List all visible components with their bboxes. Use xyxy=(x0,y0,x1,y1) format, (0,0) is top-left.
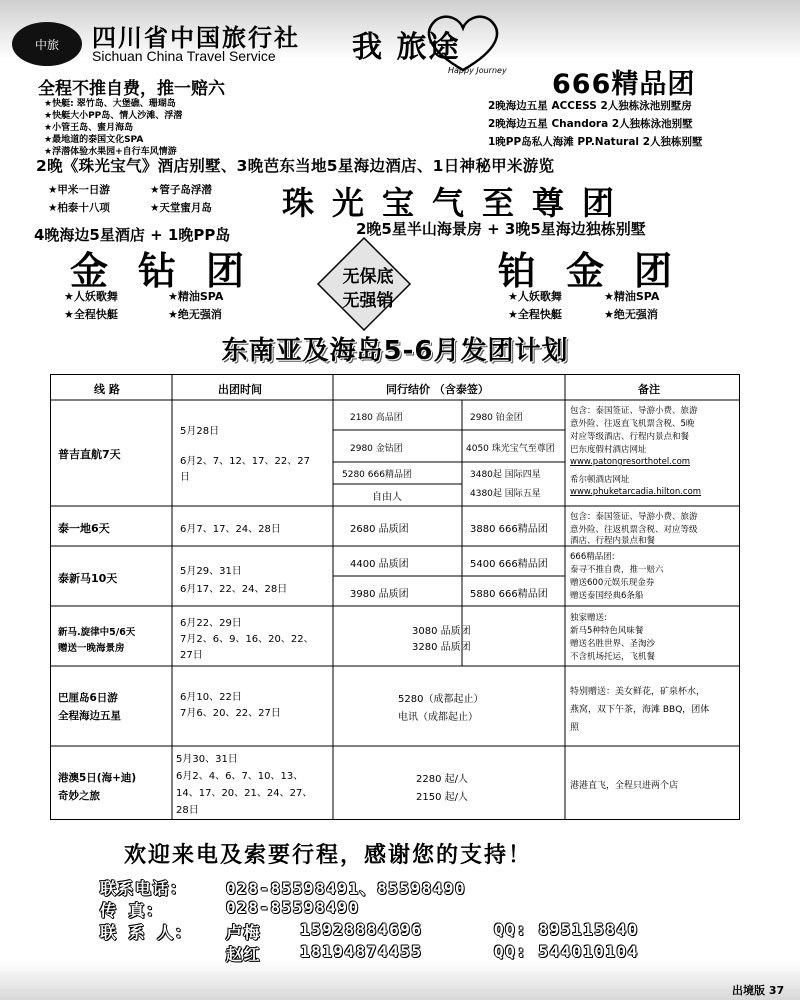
company-logo xyxy=(12,22,82,66)
price-cell: 3880 666精品团 xyxy=(470,524,548,535)
fax-label: 传 真： xyxy=(100,901,164,920)
note-cell: 意外险、往返直飞机票含税、5晚 xyxy=(570,419,695,429)
promo-headline: 全程不推自费，推一赔六 xyxy=(38,79,225,99)
schedule-banner: 东南亚及海岛5-6月发团计划 xyxy=(221,336,569,366)
route-cell: 奇妙之旅 xyxy=(58,790,100,802)
note-cell: 港港直飞，全程只进两个店 xyxy=(570,781,679,791)
pearl-feature: ★天堂蜜月岛 xyxy=(150,202,212,214)
note-cell: 包含：泰国签证、导游小费、旅游 xyxy=(570,406,698,416)
brand-logo: 我 旅途 xyxy=(352,30,461,65)
price-cell: 3980 品质团 xyxy=(350,589,409,600)
route-cell: 港澳5日(海+迪) xyxy=(58,772,137,784)
contact-qq: QQ: 544010104 xyxy=(494,942,639,961)
promo-item: ★小管王岛、蜜月海岛 xyxy=(44,123,134,133)
note-cell: 泰寻不推自费，推一赔六 xyxy=(570,565,664,575)
pearl-feature: ★柏泰十八项 xyxy=(48,202,110,214)
route-cell: 新马.旋律中5/6天 xyxy=(58,627,136,638)
date-cell: 6月22、29日 xyxy=(180,618,242,629)
contact-qq: QQ: 895115840 xyxy=(494,920,639,939)
date-cell: 6月2、4、6、7、10、13、 xyxy=(176,771,304,782)
note-cell: 意外险、往返机票含税、对应等级 xyxy=(570,525,698,535)
price-cell: 4380起 国际五星 xyxy=(470,489,541,499)
note-cell: 赠送名胜世界、圣淘沙 xyxy=(570,639,656,649)
pearl-feature: ★甲米一日游 xyxy=(48,184,110,196)
note-cell: 对应等级酒店、行程内景点和餐 xyxy=(570,432,690,442)
note-cell: 包含：泰国签证、导游小费、旅游 xyxy=(570,512,698,522)
note-cell: 666精品团: xyxy=(570,552,615,562)
price-cell: 2150 起/人 xyxy=(416,792,468,803)
date-cell: 6月2、7、12、17、22、27 xyxy=(180,456,310,467)
gold-feature: ★精油SPA xyxy=(168,290,224,303)
gold-tour-title: 金钻团 xyxy=(70,249,275,293)
note-cell: 赠送600元娱乐现金券 xyxy=(570,578,655,588)
price-cell: 2180 高品团 xyxy=(350,413,403,423)
pearl-tour-title: 珠光宝气至尊团 xyxy=(282,184,633,222)
tour-666-line: 2晚海边五星 ACCESS 2人独栋泳池别墅房 xyxy=(488,100,692,112)
col-header-route: 线 路 xyxy=(94,383,120,396)
note-cell: 酒店、行程内景点和餐 xyxy=(570,536,656,546)
date-cell: 7月6、20、22、27日 xyxy=(180,708,281,719)
date-cell: 6月7、17、24、28日 xyxy=(180,524,281,535)
note-cell: 赠送泰国经典6条船 xyxy=(570,591,644,601)
badge-line: 无强销 xyxy=(342,291,394,311)
note-cell: 燕窝，双下午茶，海滩 BBQ，团体 xyxy=(570,705,710,715)
platinum-feature: ★精油SPA xyxy=(604,290,660,303)
badge-line: 无保底 xyxy=(342,267,394,287)
platinum-tour-title: 铂金团 xyxy=(498,249,703,293)
route-cell: 普吉直航7天 xyxy=(58,448,121,461)
platinum-feature: ★绝无强消 xyxy=(604,308,658,321)
promo-item: ★最地道的泰国文化SPA xyxy=(44,135,144,145)
tour-666-title: 666精品团 xyxy=(552,69,696,100)
promo-item: ★快艇: 翠竹岛、大堡礁、珊瑚岛 xyxy=(44,99,176,109)
price-cell: 4050 珠光宝气至尊团 xyxy=(466,444,555,454)
phone-label: 联系电话： xyxy=(100,879,188,898)
price-cell: 5880 666精品团 xyxy=(470,589,548,600)
tour-666-line: 1晚PP岛私人海滩 PP.Natural 2人独栋别墅 xyxy=(488,136,703,148)
platinum-feature: ★全程快艇 xyxy=(508,308,562,321)
date-cell: 日 xyxy=(180,472,190,483)
schedule-table xyxy=(50,374,740,820)
price-cell: 4400 品质团 xyxy=(350,559,409,570)
welcome-message: 欢迎来电及索要行程，感谢您的支持！ xyxy=(124,843,533,868)
price-cell: 2980 铂金团 xyxy=(470,413,523,423)
date-cell: 6月10、22日 xyxy=(180,692,242,703)
note-cell: 特别赠送：美女鲜花，矿泉杯水， xyxy=(570,687,706,697)
gold-feature: ★全程快艇 xyxy=(64,308,118,321)
contact-person-label: 联 系 人： xyxy=(100,923,193,942)
promo-item: ★浮潜体验水果园+自行车风情游 xyxy=(44,147,177,157)
route-cell: 巴厘岛6日游 xyxy=(58,692,118,704)
hotel-link[interactable]: www.patongresorthotel.com xyxy=(570,457,691,467)
tour-666-line: 2晚海边五星 Chandora 2人独栋泳池别墅 xyxy=(488,118,693,130)
price-cell: 电讯（成都起止） xyxy=(398,712,478,723)
price-cell: 3480起 国际四星 xyxy=(470,470,541,480)
date-cell: 27日 xyxy=(180,650,203,661)
price-cell: 2980 金钻团 xyxy=(350,444,403,454)
price-cell: 5280 666精品团 xyxy=(342,470,412,480)
note-cell: 不含机场托运，飞机餐 xyxy=(570,652,656,662)
price-cell: 5400 666精品团 xyxy=(470,559,548,570)
pearl-feature: ★管子岛浮潜 xyxy=(150,184,212,196)
gold-feature: ★人妖歌舞 xyxy=(64,290,118,303)
date-cell: 28日 xyxy=(176,805,199,816)
contact-name: 赵红 xyxy=(226,945,262,964)
platinum-tour-line: 2晚5星半山海景房 + 3晚5星海边独栋别墅 xyxy=(356,220,646,238)
fax-number: 028-85598490 xyxy=(226,898,360,917)
col-header-notes: 备注 xyxy=(638,383,660,396)
logo-mark: 中旅 xyxy=(34,37,59,52)
gold-feature: ★绝无强消 xyxy=(168,308,222,321)
date-cell: 7月2、6、9、16、20、22、 xyxy=(180,634,314,645)
promo-item: ★快艇大小PP岛、情人沙滩、浮潜 xyxy=(44,111,183,121)
gold-tour-line: 4晚海边5星酒店 + 1晚PP岛 xyxy=(34,226,231,244)
company-name-en: Sichuan China Travel Service xyxy=(92,48,276,64)
pearl-tour-line: 2晚《珠光宝气》酒店别墅、3晚芭东当地5星海边酒店、1日神秘甲米游览 xyxy=(36,157,555,175)
price-cell: 5280（成都起止） xyxy=(398,694,484,705)
phone-number: 028-85598491、85598490 xyxy=(226,879,467,898)
contact-phone: 18194874455 xyxy=(300,942,423,961)
route-cell: 泰新马10天 xyxy=(58,572,118,585)
price-cell: 3280 品质团 xyxy=(412,642,471,653)
price-cell: 2680 品质团 xyxy=(350,524,409,535)
company-name-cn: 四川省中国旅行社 xyxy=(92,24,300,52)
col-header-price: 同行结价 （含泰签） xyxy=(386,383,489,396)
note-cell: 希尔顿酒店网址 xyxy=(570,475,630,485)
route-cell: 泰一地6天 xyxy=(58,522,110,535)
price-cell: 3080 品质团 xyxy=(412,626,471,637)
note-cell: 巴东度假村酒店网址 xyxy=(570,445,647,455)
route-cell: 赠送一晚海景房 xyxy=(58,643,125,654)
brand-subtitle: Happy Journey xyxy=(448,66,507,75)
date-cell: 5月29、31日 xyxy=(180,566,242,577)
page-number: 出境版 37 xyxy=(732,984,785,997)
route-cell: 全程海边五星 xyxy=(58,710,121,722)
contact-name: 卢梅 xyxy=(226,923,262,942)
note-cell: 独家赠送: xyxy=(570,613,607,623)
platinum-feature: ★人妖歌舞 xyxy=(508,290,562,303)
date-cell: 5月28日 xyxy=(180,426,220,437)
price-cell: 2280 起/人 xyxy=(416,774,468,785)
date-cell: 6月17、22、24、28日 xyxy=(180,584,288,595)
price-cell: 自由人 xyxy=(372,492,402,503)
note-cell: 照 xyxy=(570,723,580,733)
date-cell: 5月30、31日 xyxy=(176,754,238,765)
hotel-link[interactable]: www.phuketarcadia.hilton.com xyxy=(570,487,702,497)
date-cell: 14、17、20、21、24、27、 xyxy=(176,788,313,799)
contact-phone: 15928884696 xyxy=(300,920,423,939)
note-cell: 新马5种特色风味餐 xyxy=(570,626,644,636)
col-header-dates: 出团时间 xyxy=(218,383,262,396)
